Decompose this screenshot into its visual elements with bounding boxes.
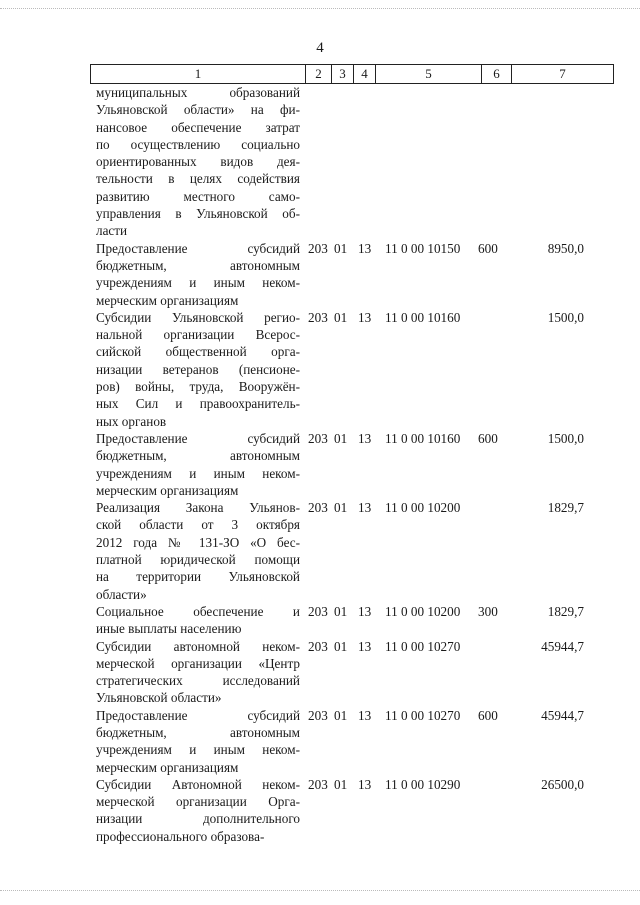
table-header [90,64,614,84]
cell-col-7: 1829,7 [547,603,584,619]
description-line: развитию местного само- [96,188,300,204]
cell-col-7: 45944,7 [541,707,584,723]
description-line: Ульяновской области» [96,690,222,706]
row-description [96,776,300,845]
description-line: иные выплаты населению [96,621,242,637]
table-row [0,603,640,638]
header-col-2: 2 [306,65,332,83]
cell-col-2: 203 [308,430,328,446]
table-row [0,84,640,240]
description-line: бюджетным, автономным [96,257,300,273]
description-line: стратегических исследований [96,673,300,689]
description-line: нальной организации Всерос- [96,327,300,343]
description-line: Социальное обеспечение и [96,603,300,619]
description-line: мерческой организации «Центр [96,655,300,671]
description-line: области» [96,586,147,602]
description-line: по осуществлению социально [96,136,300,152]
cell-col-7: 1829,7 [547,500,584,516]
cell-col-5: 11 0 00 10270 [385,638,461,654]
header-col-1: 1 [91,65,306,83]
description-line: бюджетным, автономным [96,448,300,464]
row-description [96,638,300,707]
row-description [96,430,300,499]
description-line: на территории Ульяновской [96,569,300,585]
cell-col-4: 13 [358,240,372,256]
cell-col-6: 600 [478,430,498,446]
cell-col-5: 11 0 00 10270 [385,707,461,723]
cell-col-4: 13 [358,638,372,654]
cell-col-3: 01 [334,707,348,723]
description-line: Реализация Закона Ульянов- [96,500,300,516]
description-line: низации дополнительного [96,811,300,827]
description-line: Субсидии Ульяновской регио- [96,309,300,325]
description-line: учреждениям и иным неком- [96,275,300,291]
cell-col-3: 01 [334,603,348,619]
description-line: мерческой организации Орга- [96,794,300,810]
cell-col-7: 45944,7 [541,638,584,654]
description-line: ской области от 3 октября [96,517,300,533]
header-col-5: 5 [376,65,482,83]
header-col-6: 6 [482,65,512,83]
description-line: платной юридической помощи [96,552,300,568]
description-line: Субсидии Автономной неком- [96,776,300,792]
description-line: учреждениям и иным неком- [96,465,300,481]
description-line: управления в Ульяновской об- [96,206,300,222]
cell-col-2: 203 [308,603,328,619]
cell-col-4: 13 [358,776,372,792]
cell-col-2: 203 [308,309,328,325]
cell-col-2: 203 [308,500,328,516]
table-row [0,430,640,499]
description-line: ных органов [96,413,167,429]
description-line: Предоставление субсидий [96,240,300,256]
description-line: тельности в целях содействия [96,171,300,187]
cell-col-6: 300 [478,603,498,619]
cell-col-5: 11 0 00 10160 [385,430,461,446]
row-description [96,84,300,240]
cell-col-2: 203 [308,776,328,792]
cell-col-7: 1500,0 [547,309,584,325]
description-line: мерческим организациям [96,292,239,308]
description-line: Ульяновской области» на фи- [96,102,300,118]
description-line: Предоставление субсидий [96,430,300,446]
scan-bottom-edge [0,890,640,891]
cell-col-3: 01 [334,309,348,325]
row-description [96,603,300,638]
description-line: ласти [96,223,128,239]
cell-col-4: 13 [358,309,372,325]
cell-col-3: 01 [334,240,348,256]
cell-col-4: 13 [358,430,372,446]
header-col-4: 4 [354,65,376,83]
table-row [0,240,640,309]
cell-col-5: 11 0 00 10200 [385,603,461,619]
description-line: учреждениям и иным неком- [96,742,300,758]
cell-col-3: 01 [334,776,348,792]
description-line: ориентированных видов дея- [96,154,300,170]
description-line: Субсидии автономной неком- [96,638,300,654]
table-row [0,309,640,430]
description-line: ров) войны, труда, Вооружён- [96,379,300,395]
cell-col-3: 01 [334,500,348,516]
description-line: ных Сил и правоохранитель- [96,396,300,412]
table-row [0,499,640,603]
table-row [0,776,640,845]
cell-col-3: 01 [334,638,348,654]
cell-col-5: 11 0 00 10200 [385,500,461,516]
description-line: муниципальных образований [96,85,300,100]
row-description [96,240,300,309]
cell-col-5: 11 0 00 10290 [385,776,461,792]
cell-col-4: 13 [358,603,372,619]
description-line: Предоставление субсидий [96,707,300,723]
description-line: сийской общественной орга- [96,344,300,360]
table-row [0,707,640,776]
cell-col-5: 11 0 00 10160 [385,309,461,325]
cell-col-5: 11 0 00 10150 [385,240,461,256]
description-line: мерческим организациям [96,482,239,498]
description-line: нансовое обеспечение затрат [96,119,300,135]
cell-col-4: 13 [358,707,372,723]
cell-col-7: 8950,0 [547,240,584,256]
page-number: 4 [316,40,324,56]
description-line: мерческим организациям [96,759,239,775]
cell-col-6: 600 [478,707,498,723]
cell-col-2: 203 [308,638,328,654]
description-line: 2012 года № 131-ЗО «О бес- [96,534,300,550]
cell-col-2: 203 [308,707,328,723]
header-col-3: 3 [332,65,354,83]
row-description [96,309,300,430]
description-line: бюджетным, автономным [96,724,300,740]
cell-col-7: 26500,0 [541,776,584,792]
cell-col-6: 600 [478,240,498,256]
description-line: низации ветеранов (пенсионе- [96,361,300,377]
row-description [96,707,300,776]
header-col-7: 7 [559,66,566,81]
row-description [96,499,300,603]
cell-col-3: 01 [334,430,348,446]
scan-top-edge [0,8,640,9]
table-row [0,638,640,707]
cell-col-7: 1500,0 [547,430,584,446]
description-line: профессионального образова- [96,828,265,844]
cell-col-2: 203 [308,240,328,256]
cell-col-4: 13 [358,500,372,516]
table-body [0,84,640,845]
